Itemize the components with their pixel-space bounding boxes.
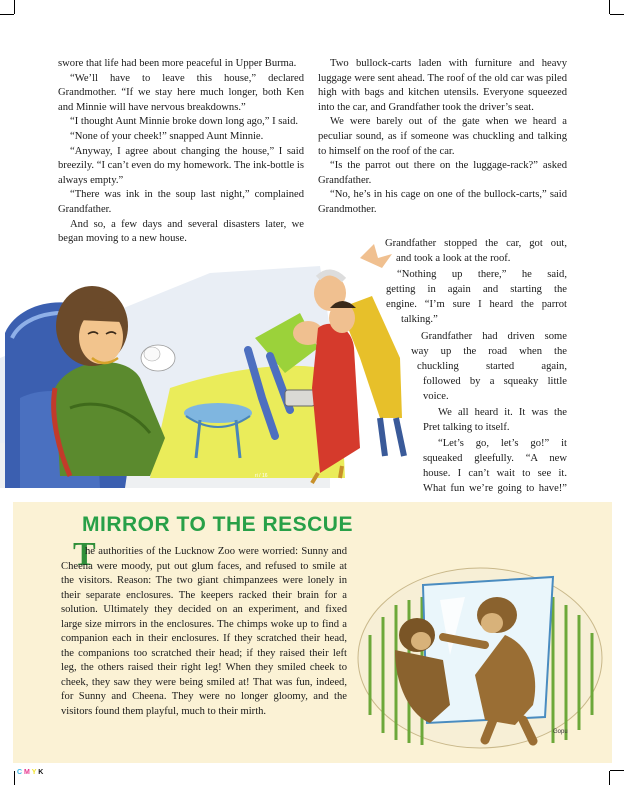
text-line: “Let’s go, let’s go!” it	[438, 438, 567, 449]
text-line: Grandfather stopped the car, got out,	[385, 238, 567, 249]
cmyk-marks	[17, 769, 43, 776]
paragraph: Two bullock-carts laden with furniture and heavy luggage were sent ahead. The roof of the old car was piled high with bags and kitchen utensils. Everyone squeezed into the car, and Grandfather took the driver’s seat.	[318, 58, 567, 113]
feature-text	[61, 545, 347, 719]
cmyk-c: C	[17, 769, 23, 776]
text-line: chuckling started again,	[417, 361, 567, 372]
paragraph: “I thought Aunt Minnie broke down long ago,” I said.	[70, 116, 299, 128]
cmyk-m: M	[24, 769, 30, 776]
paragraph: “No, he’s in his cage on one of the bullock-carts,” said Grandmother.	[318, 189, 567, 215]
text-line: Pret talking to itself.	[423, 422, 510, 433]
crop-mark	[14, 0, 15, 14]
crop-mark	[610, 14, 624, 15]
text-line: and took a look at the roof.	[396, 253, 511, 264]
text-line: followed by a squeaky little	[423, 376, 567, 387]
paragraph: “Is the parrot out there on the luggage-rack?” asked Grandfather.	[318, 160, 567, 186]
cmyk-k: K	[38, 769, 44, 776]
story-right-column	[318, 57, 567, 218]
illustration-signature: Gopu	[553, 729, 568, 735]
text-line: We all heard it. It was the	[438, 407, 567, 418]
text-line: engine. “I’m sure I heard the parrot	[386, 299, 567, 310]
paragraph: “We’ll have to leave this house,” declared Grandmother. “If we stay here much longer, both Ken and Minnie will have nervous breakdowns.”	[58, 72, 304, 113]
story-illustration	[0, 238, 425, 500]
crop-mark	[609, 0, 610, 14]
text-line: voice.	[423, 391, 449, 402]
text-line: Grandfather had driven some	[421, 331, 567, 342]
text-line: “Nothing up there,” he said,	[397, 269, 567, 280]
cmyk-y: Y	[31, 769, 37, 776]
crop-mark	[610, 770, 624, 771]
text-line: squeaked gleefully. “A new	[423, 453, 567, 464]
crop-mark	[609, 771, 610, 785]
story-left-column	[58, 57, 304, 247]
paragraph: swore that life had been more peaceful in Upper Burma.	[58, 58, 297, 69]
text-line: talking.”	[401, 314, 438, 325]
text-line: way up the road when the	[411, 346, 567, 357]
text-line: getting in again and starting the	[386, 284, 567, 295]
illustration-signature: ri / 16	[255, 473, 268, 479]
text-line: house. I can’t wait to see it.	[423, 468, 567, 479]
paragraph: “None of your cheek!” snapped Aunt Minnie.	[70, 130, 264, 142]
paragraph: “There was ink in the soup last night,” complained Grandfather.	[58, 189, 304, 215]
crop-mark	[0, 14, 14, 15]
crop-mark	[14, 771, 15, 785]
text-line: What fun we’re going to have!”	[423, 483, 567, 494]
paragraph: And so, a few days and several disasters later, we began moving to a new house.	[58, 218, 304, 245]
feature-title: MIRROR TO THE RESCUE	[82, 513, 353, 536]
chimp-mirror-illustration	[355, 555, 605, 750]
paragraph: he authorities of the Lucknow Zoo were worried: Sunny and Cheena were moody, put out glum faces, and refused to smile at the visitors. Reason: The two giant chimpanzees were lonely in their separate enclosures. The keepers racked their brain for a solution. Ultimately they decided on an experiment, and fixed large size mirrors in the enclosures. The chimps woke up to find a companion each in their enclosures. If they scratched their head, the companions too scratched their head; if they raised their left leg, the others raised their right leg! When they smiled cheek to cheek, they saw they were being smiled at! That was fun, indeed, for Sunny and Cheena. They were no longer gloomy, and the visitors found them playful, much to their mirth.	[61, 546, 347, 717]
drop-cap: T	[73, 536, 96, 573]
paragraph: We were barely out of the gate when we heard a peculiar sound, as if someone was chuckling and talking to himself on the roof of the car.	[318, 116, 567, 157]
paragraph: “Anyway, I agree about changing the house,” I said breezily. “I can’t even do my homework. The ink-bottle is always empty.”	[58, 145, 304, 186]
